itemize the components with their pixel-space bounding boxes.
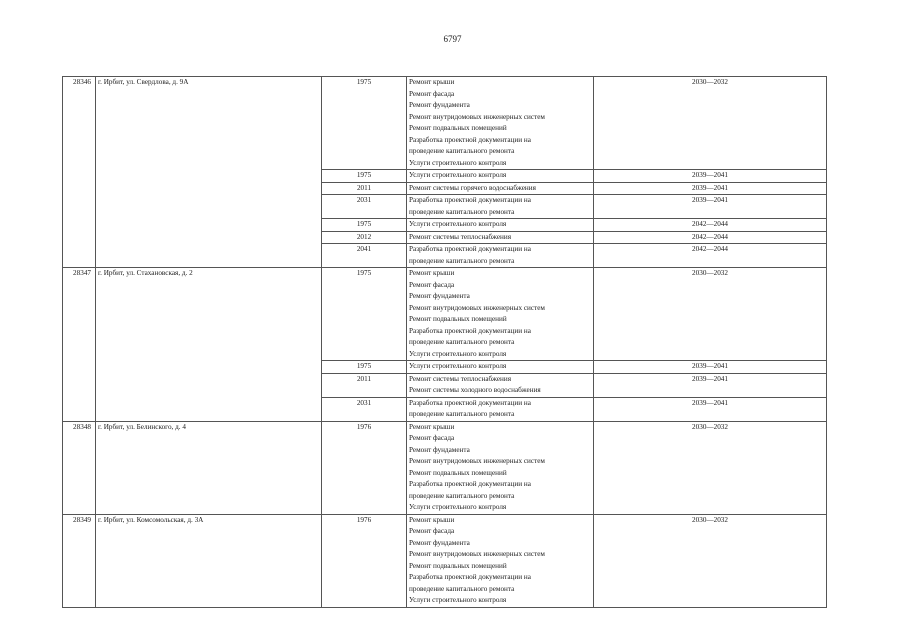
work-item: Ремонт фасада xyxy=(409,89,455,98)
work-item: Ремонт подвальных помещений xyxy=(409,561,507,570)
works-cell xyxy=(407,361,594,374)
work-item: Услуги строительного контроля xyxy=(409,158,507,167)
work-item: Ремонт фундамента xyxy=(409,538,470,547)
period-cell: 2039—2041 xyxy=(594,170,827,183)
period-cell: 2042—2044 xyxy=(594,231,827,244)
work-item: Услуги строительного контроля xyxy=(409,171,507,179)
year-cell: 2011 xyxy=(322,182,407,195)
table-row xyxy=(63,77,827,170)
record-address: г. Ирбит, ул. Стахановская, д. 2 xyxy=(96,268,322,422)
table-body xyxy=(63,77,827,608)
period-cell: 2039—2041 xyxy=(594,373,827,397)
work-item: Ремонт внутридомовых инженерных систем xyxy=(409,303,545,312)
work-item: Ремонт крыши xyxy=(409,515,455,524)
period-cell: 2039—2041 xyxy=(594,361,827,374)
works-cell xyxy=(407,170,594,183)
table-row xyxy=(63,514,827,607)
capital-repair-table xyxy=(62,76,827,608)
works-cell xyxy=(407,373,594,397)
work-item: Ремонт фасада xyxy=(409,280,455,289)
work-item: Ремонт подвальных помещений xyxy=(409,315,507,323)
period-cell: 2042—2044 xyxy=(594,219,827,232)
works-cell xyxy=(407,421,594,514)
work-item: Услуги строительного контроля xyxy=(409,503,507,511)
work-item: Ремонт фундамента xyxy=(409,445,470,454)
work-item: Ремонт внутридомовых инженерных систем xyxy=(409,550,545,558)
period-cell: 2042—2044 xyxy=(594,244,827,268)
year-cell: 2031 xyxy=(322,397,407,421)
year-cell: 1975 xyxy=(322,268,407,361)
works-cell xyxy=(407,514,594,607)
year-cell: 2041 xyxy=(322,244,407,268)
page-number: 6797 xyxy=(443,34,462,44)
year-cell: 1976 xyxy=(322,514,407,607)
work-item: проведение капитального ремонта xyxy=(409,338,515,346)
works-cell xyxy=(407,77,594,170)
period-cell: 2030—2032 xyxy=(594,421,827,514)
period-cell: 2030—2032 xyxy=(594,268,827,361)
work-item: Ремонт крыши xyxy=(409,78,455,86)
work-item: Ремонт системы теплоснабжения xyxy=(409,374,512,383)
table-row xyxy=(63,268,827,361)
record-id: 28347 xyxy=(63,268,96,422)
work-item: Ремонт крыши xyxy=(409,269,455,277)
work-item: Ремонт системы теплоснабжения xyxy=(409,232,512,241)
work-item: Разработка проектной документации на xyxy=(409,135,531,144)
work-item: Ремонт системы горячего водоснабжения xyxy=(409,183,536,192)
works-cell xyxy=(407,268,594,361)
year-cell: 2031 xyxy=(322,195,407,219)
record-address: г. Ирбит, ул. Белинского, д. 4 xyxy=(96,421,322,514)
record-id: 28349 xyxy=(63,514,96,607)
work-item: Ремонт подвальных помещений xyxy=(409,468,507,477)
work-item: Разработка проектной документации на xyxy=(409,573,531,581)
work-item: проведение капитального ремонта xyxy=(409,584,515,593)
table-row xyxy=(63,421,827,514)
work-item: Разработка проектной документации на xyxy=(409,398,531,407)
work-item: Ремонт внутридомовых инженерных систем xyxy=(409,457,545,465)
work-item: Разработка проектной документации на xyxy=(409,326,531,335)
work-item: Разработка проектной документации на xyxy=(409,245,531,253)
works-cell xyxy=(407,195,594,219)
work-item: Ремонт крыши xyxy=(409,422,455,431)
year-cell: 1976 xyxy=(322,421,407,514)
year-cell: 2011 xyxy=(322,373,407,397)
work-item: Услуги строительного контроля xyxy=(409,220,507,228)
year-cell: 1975 xyxy=(322,170,407,183)
period-cell: 2030—2032 xyxy=(594,514,827,607)
work-item: проведение капитального ремонта xyxy=(409,410,515,418)
year-cell: 1975 xyxy=(322,361,407,374)
works-cell xyxy=(407,231,594,244)
work-item: проведение капитального ремонта xyxy=(409,256,515,265)
record-id: 28348 xyxy=(63,421,96,514)
work-item: Ремонт подвальных помещений xyxy=(409,124,507,132)
work-item: Ремонт системы холодного водоснабжения xyxy=(409,386,541,394)
works-cell xyxy=(407,244,594,268)
work-item: Ремонт фундамента xyxy=(409,101,470,109)
record-address: г. Ирбит, ул. Свердлова, д. 9А xyxy=(96,77,322,268)
period-cell: 2039—2041 xyxy=(594,195,827,219)
record-id: 28346 xyxy=(63,77,96,268)
year-cell: 1975 xyxy=(322,77,407,170)
works-cell xyxy=(407,397,594,421)
works-cell xyxy=(407,219,594,232)
period-cell: 2039—2041 xyxy=(594,397,827,421)
year-cell: 2012 xyxy=(322,231,407,244)
work-item: Ремонт фасада xyxy=(409,527,455,535)
work-item: Ремонт фасада xyxy=(409,434,455,442)
work-item: Услуги строительного контроля xyxy=(409,362,507,370)
works-cell xyxy=(407,182,594,195)
work-item: Услуги строительного контроля xyxy=(409,349,507,358)
year-cell: 1975 xyxy=(322,219,407,232)
record-address: г. Ирбит, ул. Комсомольская, д. 3А xyxy=(96,514,322,607)
period-cell: 2039—2041 xyxy=(594,182,827,195)
work-item: проведение капитального ремонта xyxy=(409,207,515,216)
work-item: Ремонт фундамента xyxy=(409,292,470,300)
period-cell: 2030—2032 xyxy=(594,77,827,170)
work-item: Ремонт внутридомовых инженерных систем xyxy=(409,112,545,121)
work-item: проведение капитального ремонта xyxy=(409,491,515,500)
work-item: проведение капитального ремонта xyxy=(409,147,515,155)
work-item: Услуги строительного контроля xyxy=(409,596,507,604)
work-item: Разработка проектной документации на xyxy=(409,196,531,204)
work-item: Разработка проектной документации на xyxy=(409,480,531,488)
